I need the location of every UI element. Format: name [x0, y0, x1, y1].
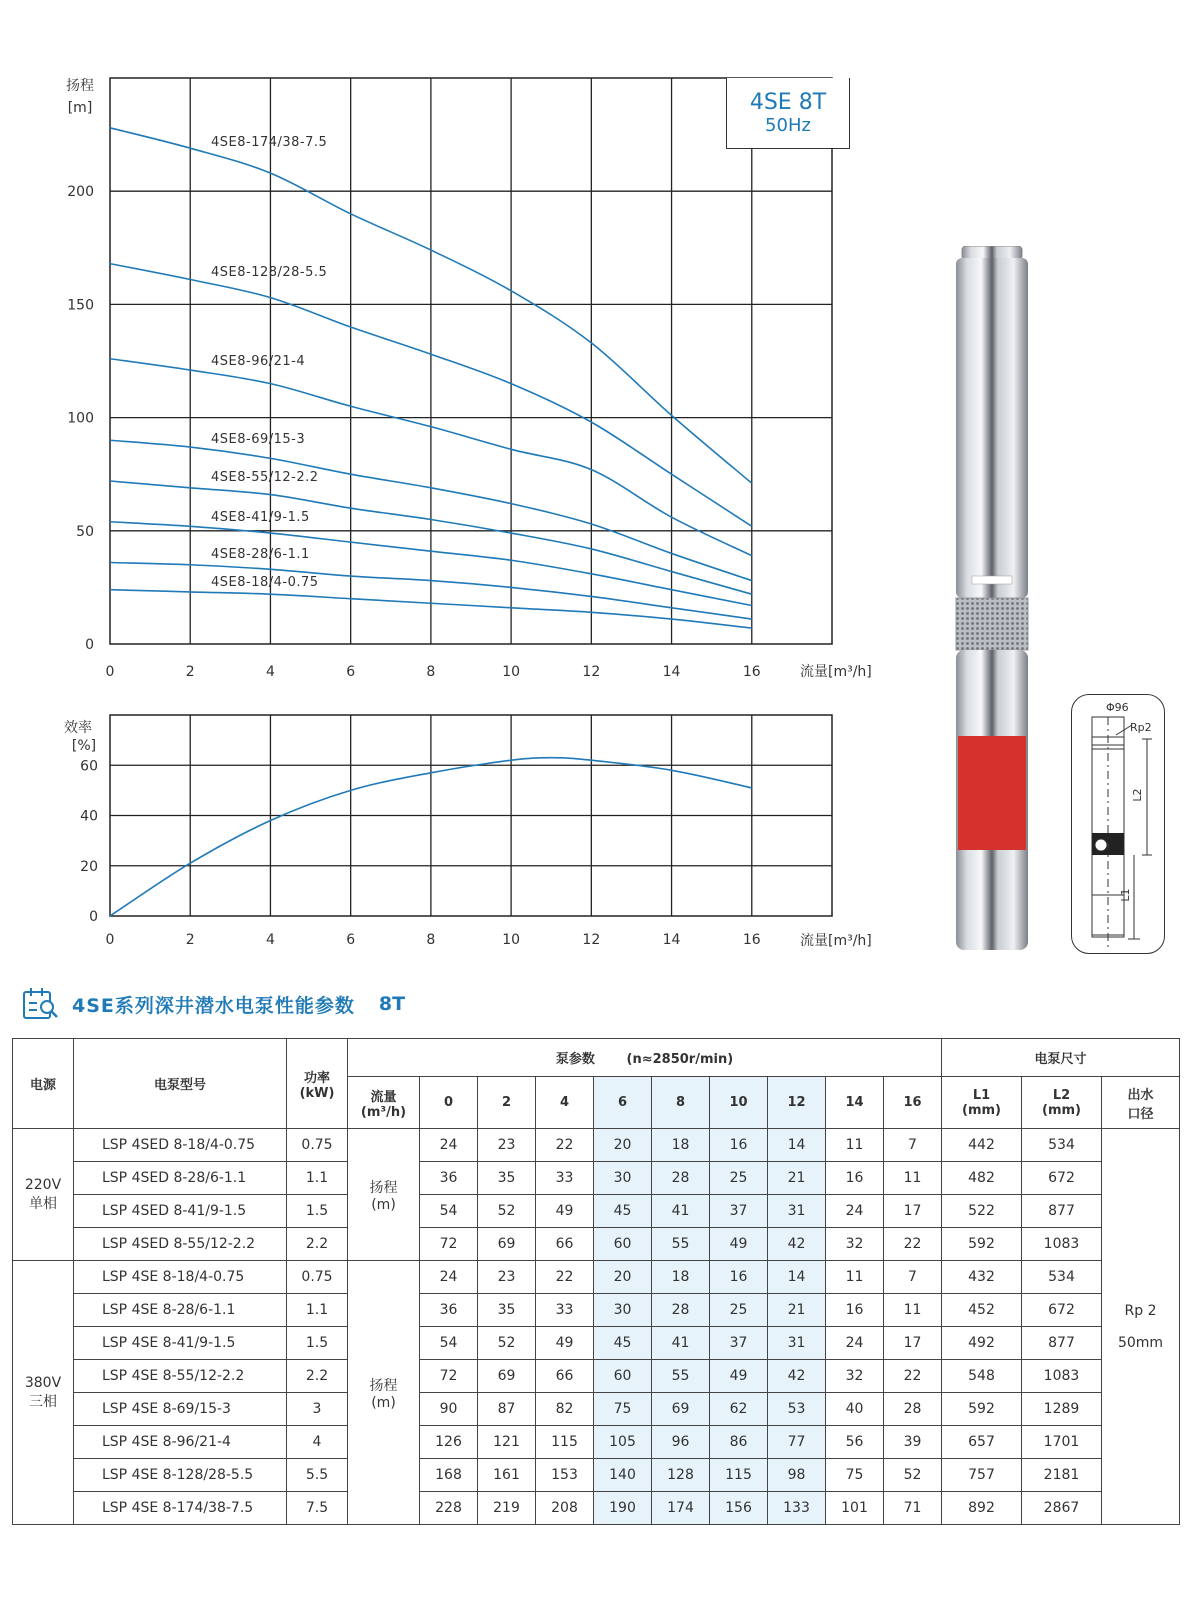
y-tick: 150 [67, 297, 94, 314]
model-cell: LSP 4SE 8-18/4-0.75 [74, 1261, 287, 1294]
table-row [13, 1129, 1180, 1162]
power-cell: 2.2 [287, 1360, 348, 1393]
header-model: 电泵型号 [74, 1039, 287, 1129]
header-flow-value: 4 [536, 1077, 594, 1129]
head-value-cell: 28 [652, 1294, 710, 1327]
y-tick: 0 [89, 909, 98, 925]
model-cell: LSP 4SED 8-18/4-0.75 [74, 1129, 287, 1162]
header-outlet: 出水 口径 [1102, 1077, 1180, 1129]
head-value-cell: 105 [594, 1426, 652, 1459]
power-cell: 2.2 [287, 1228, 348, 1261]
head-value-cell: 36 [420, 1162, 478, 1195]
x-tick: 4 [265, 932, 275, 948]
head-value-cell: 7 [884, 1261, 942, 1294]
table-row [13, 1162, 1180, 1195]
l2-cell: 877 [1022, 1195, 1102, 1228]
head-value-cell: 66 [536, 1360, 594, 1393]
curve-label: 4SE8-128/28-5.5 [211, 265, 328, 280]
head-value-cell: 40 [826, 1393, 884, 1426]
head-value-cell: 72 [420, 1228, 478, 1261]
l1-cell: 657 [942, 1426, 1022, 1459]
l2-cell: 2181 [1022, 1459, 1102, 1492]
header-flow-value: 6 [594, 1077, 652, 1129]
head-value-cell: 60 [594, 1228, 652, 1261]
submersible-pump-icon [950, 246, 1034, 954]
head-value-cell: 22 [884, 1360, 942, 1393]
head-value-cell: 25 [710, 1294, 768, 1327]
header-power: 功率 (kW) [287, 1039, 348, 1129]
pump-product-image [950, 246, 1034, 954]
head-value-cell: 24 [826, 1195, 884, 1228]
curve-label: 4SE8-28/6-1.1 [211, 547, 310, 562]
head-value-cell: 208 [536, 1492, 594, 1525]
l1-cell: 548 [942, 1360, 1022, 1393]
power-cell: 7.5 [287, 1492, 348, 1525]
y-tick: 50 [76, 523, 94, 540]
l2-cell: 534 [1022, 1129, 1102, 1162]
head-label-cell: 扬程 (m) [348, 1129, 420, 1261]
y-tick: 40 [80, 808, 98, 825]
power-cell: 5.5 [287, 1459, 348, 1492]
l1-cell: 522 [942, 1195, 1022, 1228]
outlet-cell: Rp 2 50mm [1102, 1129, 1180, 1525]
head-value-cell: 16 [710, 1261, 768, 1294]
head-value-cell: 24 [826, 1327, 884, 1360]
head-value-cell: 45 [594, 1195, 652, 1228]
head-curve-labels [211, 135, 327, 590]
head-value-cell: 31 [768, 1195, 826, 1228]
head-value-cell: 115 [710, 1459, 768, 1492]
header-dims: 电泵尺寸 [942, 1039, 1180, 1077]
l2-cell: 672 [1022, 1294, 1102, 1327]
table-row [13, 1294, 1180, 1327]
x-tick: 8 [426, 932, 436, 948]
head-value-cell: 33 [536, 1294, 594, 1327]
l2-cell: 1083 [1022, 1228, 1102, 1261]
head-value-cell: 20 [594, 1261, 652, 1294]
head-value-cell: 228 [420, 1492, 478, 1525]
model-badge-freq: 50Hz [765, 115, 811, 136]
head-value-cell: 156 [710, 1492, 768, 1525]
eff-xlabel: 流量[m³/h] [800, 933, 872, 949]
table-row [13, 1492, 1180, 1525]
head-value-cell: 28 [884, 1393, 942, 1426]
head-value-cell: 24 [420, 1129, 478, 1162]
l2-cell: 1289 [1022, 1393, 1102, 1426]
power-cell: 0.75 [287, 1261, 348, 1294]
head-value-cell: 49 [536, 1327, 594, 1360]
head-value-cell: 30 [594, 1162, 652, 1195]
x-tick: 12 [582, 932, 601, 948]
header-pump-params: 泵参数 (n≈2850r/min) [348, 1039, 942, 1077]
head-value-cell: 30 [594, 1294, 652, 1327]
head-value-cell: 22 [536, 1129, 594, 1162]
head-value-cell: 55 [652, 1360, 710, 1393]
head-value-cell: 14 [768, 1261, 826, 1294]
calendar-search-icon [22, 987, 62, 1021]
power-cell: 3 [287, 1393, 348, 1426]
l1-cell: 452 [942, 1294, 1022, 1327]
head-value-cell: 69 [478, 1228, 536, 1261]
head-value-cell: 28 [652, 1162, 710, 1195]
power-source-cell: 380V 三相 [13, 1261, 74, 1525]
x-tick: 16 [742, 664, 761, 680]
head-value-cell: 54 [420, 1327, 478, 1360]
head-value-cell: 22 [884, 1228, 942, 1261]
head-value-cell: 69 [478, 1360, 536, 1393]
head-value-cell: 66 [536, 1228, 594, 1261]
head-value-cell: 60 [594, 1360, 652, 1393]
x-tick: 2 [185, 932, 195, 948]
head-value-cell: 101 [826, 1492, 884, 1525]
head-value-cell: 133 [768, 1492, 826, 1525]
head-value-cell: 21 [768, 1294, 826, 1327]
power-cell: 0.75 [287, 1129, 348, 1162]
head-value-cell: 52 [478, 1327, 536, 1360]
head-value-cell: 41 [652, 1195, 710, 1228]
head-value-cell: 21 [768, 1162, 826, 1195]
head-value-cell: 77 [768, 1426, 826, 1459]
model-cell: LSP 4SE 8-28/6-1.1 [74, 1294, 287, 1327]
y-tick: 20 [80, 858, 98, 875]
table-row [13, 1261, 1180, 1294]
x-tick: 0 [105, 932, 115, 948]
head-value-cell: 87 [478, 1393, 536, 1426]
model-cell: LSP 4SE 8-55/12-2.2 [74, 1360, 287, 1393]
head-value-cell: 35 [478, 1162, 536, 1195]
l2-cell: 877 [1022, 1327, 1102, 1360]
x-tick: 6 [346, 664, 356, 680]
head-value-cell: 56 [826, 1426, 884, 1459]
head-ylabel-1: 扬程 [66, 78, 94, 94]
head-value-cell: 33 [536, 1162, 594, 1195]
header-flow-value: 8 [652, 1077, 710, 1129]
head-value-cell: 32 [826, 1228, 884, 1261]
model-cell: LSP 4SE 8-69/15-3 [74, 1393, 287, 1426]
l2-cell: 534 [1022, 1261, 1102, 1294]
x-tick: 14 [662, 664, 681, 680]
model-cell: LSP 4SE 8-41/9-1.5 [74, 1327, 287, 1360]
head-value-cell: 49 [710, 1360, 768, 1393]
head-value-cell: 49 [710, 1228, 768, 1261]
head-value-cell: 52 [478, 1195, 536, 1228]
header-power-source: 电源 [13, 1039, 74, 1129]
table-row [13, 1360, 1180, 1393]
head-value-cell: 128 [652, 1459, 710, 1492]
l2-cell: 1701 [1022, 1426, 1102, 1459]
power-cell: 1.1 [287, 1162, 348, 1195]
model-badge [726, 78, 850, 149]
head-value-cell: 31 [768, 1327, 826, 1360]
l1-label: L1 [1119, 888, 1132, 902]
head-value-cell: 161 [478, 1459, 536, 1492]
head-value-cell: 72 [420, 1360, 478, 1393]
head-value-cell: 16 [826, 1162, 884, 1195]
efficiency-chart-grid [110, 715, 832, 916]
head-value-cell: 42 [768, 1228, 826, 1261]
table-row [13, 1459, 1180, 1492]
head-value-cell: 20 [594, 1129, 652, 1162]
x-tick: 10 [502, 932, 521, 948]
head-value-cell: 86 [710, 1426, 768, 1459]
head-value-cell: 49 [536, 1195, 594, 1228]
head-value-cell: 190 [594, 1492, 652, 1525]
head-value-cell: 90 [420, 1393, 478, 1426]
y-tick: 200 [67, 184, 94, 201]
header-flow-value: 10 [710, 1077, 768, 1129]
head-value-cell: 17 [884, 1195, 942, 1228]
header-l2: L2 (mm) [1022, 1077, 1102, 1129]
head-value-cell: 140 [594, 1459, 652, 1492]
header-flow: 流量 (m³/h) [348, 1077, 420, 1129]
head-label-cell: 扬程 (m) [348, 1261, 420, 1525]
efficiency-chart [0, 700, 900, 960]
head-value-cell: 52 [884, 1459, 942, 1492]
head-value-cell: 98 [768, 1459, 826, 1492]
table-row [13, 1426, 1180, 1459]
head-value-cell: 23 [478, 1129, 536, 1162]
head-value-cell: 36 [420, 1294, 478, 1327]
l2-cell: 2867 [1022, 1492, 1102, 1525]
head-ylabel-2: [m] [67, 100, 93, 116]
x-tick: 4 [265, 664, 275, 680]
head-value-cell: 22 [536, 1261, 594, 1294]
table-row [13, 1393, 1180, 1426]
y-tick: 100 [67, 410, 94, 427]
l1-cell: 492 [942, 1327, 1022, 1360]
l1-cell: 592 [942, 1393, 1022, 1426]
head-value-cell: 62 [710, 1393, 768, 1426]
head-value-cell: 25 [710, 1162, 768, 1195]
y-tick: 0 [85, 637, 94, 653]
power-cell: 4 [287, 1426, 348, 1459]
header-flow-value: 16 [884, 1077, 942, 1129]
section-title [22, 986, 405, 1022]
section-title-text: 4SE系列深井潜水电泵性能参数 [72, 994, 355, 1017]
head-value-cell: 16 [710, 1129, 768, 1162]
x-tick: 8 [426, 664, 436, 680]
dimension-drawing [1071, 694, 1165, 954]
header-flow-value: 2 [478, 1077, 536, 1129]
head-value-cell: 11 [884, 1162, 942, 1195]
head-value-cell: 126 [420, 1426, 478, 1459]
head-value-cell: 75 [826, 1459, 884, 1492]
head-value-cell: 75 [594, 1393, 652, 1426]
head-value-cell: 121 [478, 1426, 536, 1459]
model-cell: LSP 4SED 8-41/9-1.5 [74, 1195, 287, 1228]
x-tick: 12 [582, 664, 601, 680]
head-value-cell: 55 [652, 1228, 710, 1261]
curve-label: 4SE8-96/21-4 [211, 354, 306, 369]
head-value-cell: 14 [768, 1129, 826, 1162]
head-value-cell: 42 [768, 1360, 826, 1393]
head-value-cell: 41 [652, 1327, 710, 1360]
header-flow-value: 0 [420, 1077, 478, 1129]
head-value-cell: 17 [884, 1327, 942, 1360]
x-tick: 0 [105, 664, 115, 680]
head-value-cell: 115 [536, 1426, 594, 1459]
head-value-cell: 96 [652, 1426, 710, 1459]
head-value-cell: 69 [652, 1393, 710, 1426]
head-value-cell: 11 [826, 1261, 884, 1294]
power-source-cell: 220V 单相 [13, 1129, 74, 1261]
head-value-cell: 32 [826, 1360, 884, 1393]
model-badge-name: 4SE 8T [749, 90, 827, 115]
head-value-cell: 37 [710, 1195, 768, 1228]
curve-label: 4SE8-174/38-7.5 [211, 135, 328, 150]
l2-cell: 1083 [1022, 1360, 1102, 1393]
model-cell: LSP 4SE 8-128/28-5.5 [74, 1459, 287, 1492]
pump-dimension-icon [1072, 695, 1164, 953]
table-row [13, 1327, 1180, 1360]
section-title-suffix: 8T [378, 993, 406, 1015]
y-tick: 60 [80, 758, 98, 775]
l1-cell: 892 [942, 1492, 1022, 1525]
table-row [13, 1195, 1180, 1228]
l2-label: L2 [1131, 788, 1144, 802]
header-flow-value: 14 [826, 1077, 884, 1129]
head-value-cell: 53 [768, 1393, 826, 1426]
head-value-cell: 71 [884, 1492, 942, 1525]
head-value-cell: 7 [884, 1129, 942, 1162]
head-value-cell: 11 [884, 1294, 942, 1327]
l1-cell: 432 [942, 1261, 1022, 1294]
model-cell: LSP 4SE 8-174/38-7.5 [74, 1492, 287, 1525]
head-value-cell: 82 [536, 1393, 594, 1426]
power-cell: 1.5 [287, 1327, 348, 1360]
head-value-cell: 39 [884, 1426, 942, 1459]
curve-label: 4SE8-69/15-3 [211, 432, 306, 447]
l1-cell: 442 [942, 1129, 1022, 1162]
x-tick: 14 [662, 932, 681, 948]
head-value-cell: 219 [478, 1492, 536, 1525]
head-value-cell: 11 [826, 1129, 884, 1162]
head-xlabel: 流量[m³/h] [800, 664, 872, 680]
l1-cell: 757 [942, 1459, 1022, 1492]
head-value-cell: 54 [420, 1195, 478, 1228]
eff-ylabel-2: [%] [71, 738, 97, 754]
head-value-cell: 35 [478, 1294, 536, 1327]
x-tick: 6 [346, 932, 356, 948]
head-value-cell: 24 [420, 1261, 478, 1294]
table-row [13, 1228, 1180, 1261]
power-cell: 1.1 [287, 1294, 348, 1327]
head-value-cell: 18 [652, 1129, 710, 1162]
x-tick: 10 [502, 664, 521, 680]
head-value-cell: 37 [710, 1327, 768, 1360]
header-l1: L1 (mm) [942, 1077, 1022, 1129]
efficiency-axis-ticks [80, 758, 761, 948]
model-cell: LSP 4SED 8-28/6-1.1 [74, 1162, 287, 1195]
head-value-cell: 174 [652, 1492, 710, 1525]
outlet-label: Rp2 [1130, 721, 1152, 734]
model-cell: LSP 4SE 8-96/21-4 [74, 1426, 287, 1459]
head-value-cell: 153 [536, 1459, 594, 1492]
l2-cell: 672 [1022, 1162, 1102, 1195]
x-tick: 16 [742, 932, 761, 948]
header-flow-value: 12 [768, 1077, 826, 1129]
model-cell: LSP 4SED 8-55/12-2.2 [74, 1228, 287, 1261]
l1-cell: 592 [942, 1228, 1022, 1261]
curve-label: 4SE8-41/9-1.5 [211, 510, 310, 525]
curve-label: 4SE8-55/12-2.2 [211, 470, 319, 485]
eff-ylabel-1: 效率 [64, 720, 92, 736]
diameter-label: Φ96 [1106, 701, 1129, 714]
x-tick: 2 [185, 664, 195, 680]
head-value-cell: 16 [826, 1294, 884, 1327]
curve-label: 4SE8-18/4-0.75 [211, 575, 319, 590]
head-value-cell: 23 [478, 1261, 536, 1294]
power-cell: 1.5 [287, 1195, 348, 1228]
head-value-cell: 45 [594, 1327, 652, 1360]
head-value-cell: 168 [420, 1459, 478, 1492]
performance-table [12, 1038, 1180, 1525]
head-value-cell: 18 [652, 1261, 710, 1294]
l1-cell: 482 [942, 1162, 1022, 1195]
